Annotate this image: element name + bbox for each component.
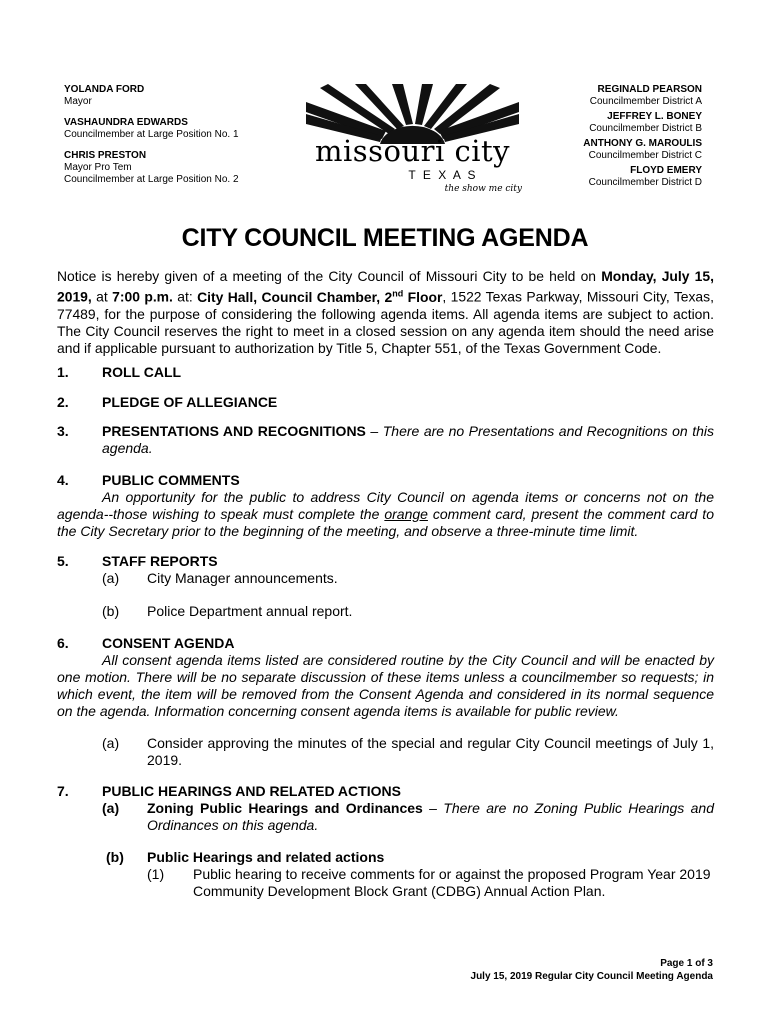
- member-role: Councilmember at Large Position No. 1: [64, 129, 239, 140]
- member-name: FLOYD EMERY: [630, 165, 702, 176]
- sub-label: (b): [106, 849, 124, 865]
- missouri-city-logo: [300, 84, 525, 202]
- member-name: REGINALD PEARSON: [597, 84, 702, 95]
- item-presentations: PRESENTATIONS AND RECOGNITIONS – There are no Presentations and Recognitions on this agenda.: [102, 423, 714, 456]
- sub-item-text: City Manager announcements.: [147, 570, 338, 586]
- sub-item-zoning: Zoning Public Hearings and Ordinances – There are no Zoning Public Hearings and Ordinances on this agenda.: [147, 800, 715, 833]
- meeting-date: Monday, July 15, 2019,: [57, 268, 714, 305]
- sub-item-title: Public Hearings and related actions: [147, 849, 385, 865]
- item-number: 1.: [57, 364, 69, 380]
- item-number: 6.: [57, 635, 69, 651]
- item-title-roll-call: ROLL CALL: [102, 364, 182, 380]
- item-number: 3.: [57, 423, 69, 439]
- consent-agenda-text: All consent agenda items listed are considered routine by the City Council and will be enacted by one motion. There will be no separate discussion of these items unless a councilmember so requests; in which event, the item will be removed from the Consent Agenda and considered in its normal sequence on the agenda. Information concerning consent agenda items is available for public review.: [57, 652, 714, 719]
- item-number: 2.: [57, 394, 69, 410]
- logo-tagline: the show me city: [444, 184, 522, 194]
- sub-label: (a): [102, 735, 120, 751]
- item-title-staff-reports: STAFF REPORTS: [102, 553, 218, 569]
- member-name: VASHAUNDRA EDWARDS: [64, 117, 188, 128]
- item-number: 4.: [57, 472, 69, 488]
- member-name: JEFFREY L. BONEY: [607, 111, 702, 122]
- sub-sub-item-text: Public hearing to receive comments for or against the proposed Program Year 2019 Community Development Block Grant (CDBG) Annual Action Plan.: [193, 866, 711, 899]
- public-comments-text: An opportunity for the public to address City Council on agenda items or concerns not on the agenda--those wishing to speak must complete the orange comment card, present the comment card to the City Secretary prior to the beginning of the meeting, and observe a three-minute time limit.: [57, 489, 714, 539]
- member-role: Councilmember District B: [589, 123, 702, 134]
- sub-item-text: Consider approving the minutes of the special and regular City Council meetings of July 1, 2019.: [147, 735, 714, 768]
- footer-doc-title: July 15, 2019 Regular City Council Meeting Agenda: [470, 971, 713, 982]
- item-number: 7.: [57, 783, 69, 799]
- page-number: Page 1 of 3: [660, 958, 713, 969]
- page-title: CITY COUNCIL MEETING AGENDA: [181, 224, 589, 252]
- member-role: Councilmember District A: [589, 96, 702, 107]
- logo-wordmark: missouri city: [314, 134, 511, 168]
- sub-sub-label: (1): [147, 866, 165, 882]
- member-role: Mayor Pro Tem: [64, 162, 132, 173]
- council-right-column: [583, 84, 702, 189]
- meeting-notice: [57, 268, 714, 357]
- notice-text: Notice is hereby given of a meeting of the City Council of Missouri City to be held on: [57, 268, 602, 284]
- sub-label: (b): [102, 603, 120, 619]
- meeting-place: City Hall, Council Chamber, 2nd Floor: [197, 288, 443, 305]
- sub-item-text: Police Department annual report.: [147, 603, 353, 619]
- council-left-column: [64, 84, 239, 186]
- notice-text: at: [91, 288, 113, 305]
- member-name: YOLANDA FORD: [64, 84, 145, 95]
- page-footer: [471, 957, 713, 983]
- notice-text: , 1522 Texas Parkway, Missouri City, Texas, 77489, for the purpose of considering the following agenda items. All agenda items are subject to action. The City Council reserves the right to meet in a closed session on any agenda item should the need arise and if applicable pursuant to authorization by Title 5, Chapter 551, of the Texas Government Code.: [57, 288, 714, 356]
- sub-label: (a): [102, 800, 120, 816]
- sub-label: (a): [102, 570, 120, 586]
- logo-state: T E X A S: [408, 168, 478, 182]
- meeting-time: 7:00 p.m.: [112, 288, 173, 305]
- member-role: Councilmember at Large Position No. 2: [64, 174, 239, 185]
- member-name: ANTHONY G. MAROULIS: [583, 138, 702, 149]
- item-title-consent-agenda: CONSENT AGENDA: [102, 635, 235, 651]
- member-role: Councilmember District D: [588, 177, 702, 188]
- notice-text: at:: [172, 288, 198, 305]
- item-title-pledge: PLEDGE OF ALLEGIANCE: [102, 394, 278, 410]
- item-title-public-hearings: PUBLIC HEARINGS AND RELATED ACTIONS: [102, 783, 401, 799]
- item-title-public-comments: PUBLIC COMMENTS: [102, 472, 240, 488]
- member-role: Councilmember District C: [588, 150, 702, 161]
- item-number: 5.: [57, 553, 69, 569]
- member-role: Mayor: [64, 96, 92, 107]
- member-name: CHRIS PRESTON: [64, 150, 147, 161]
